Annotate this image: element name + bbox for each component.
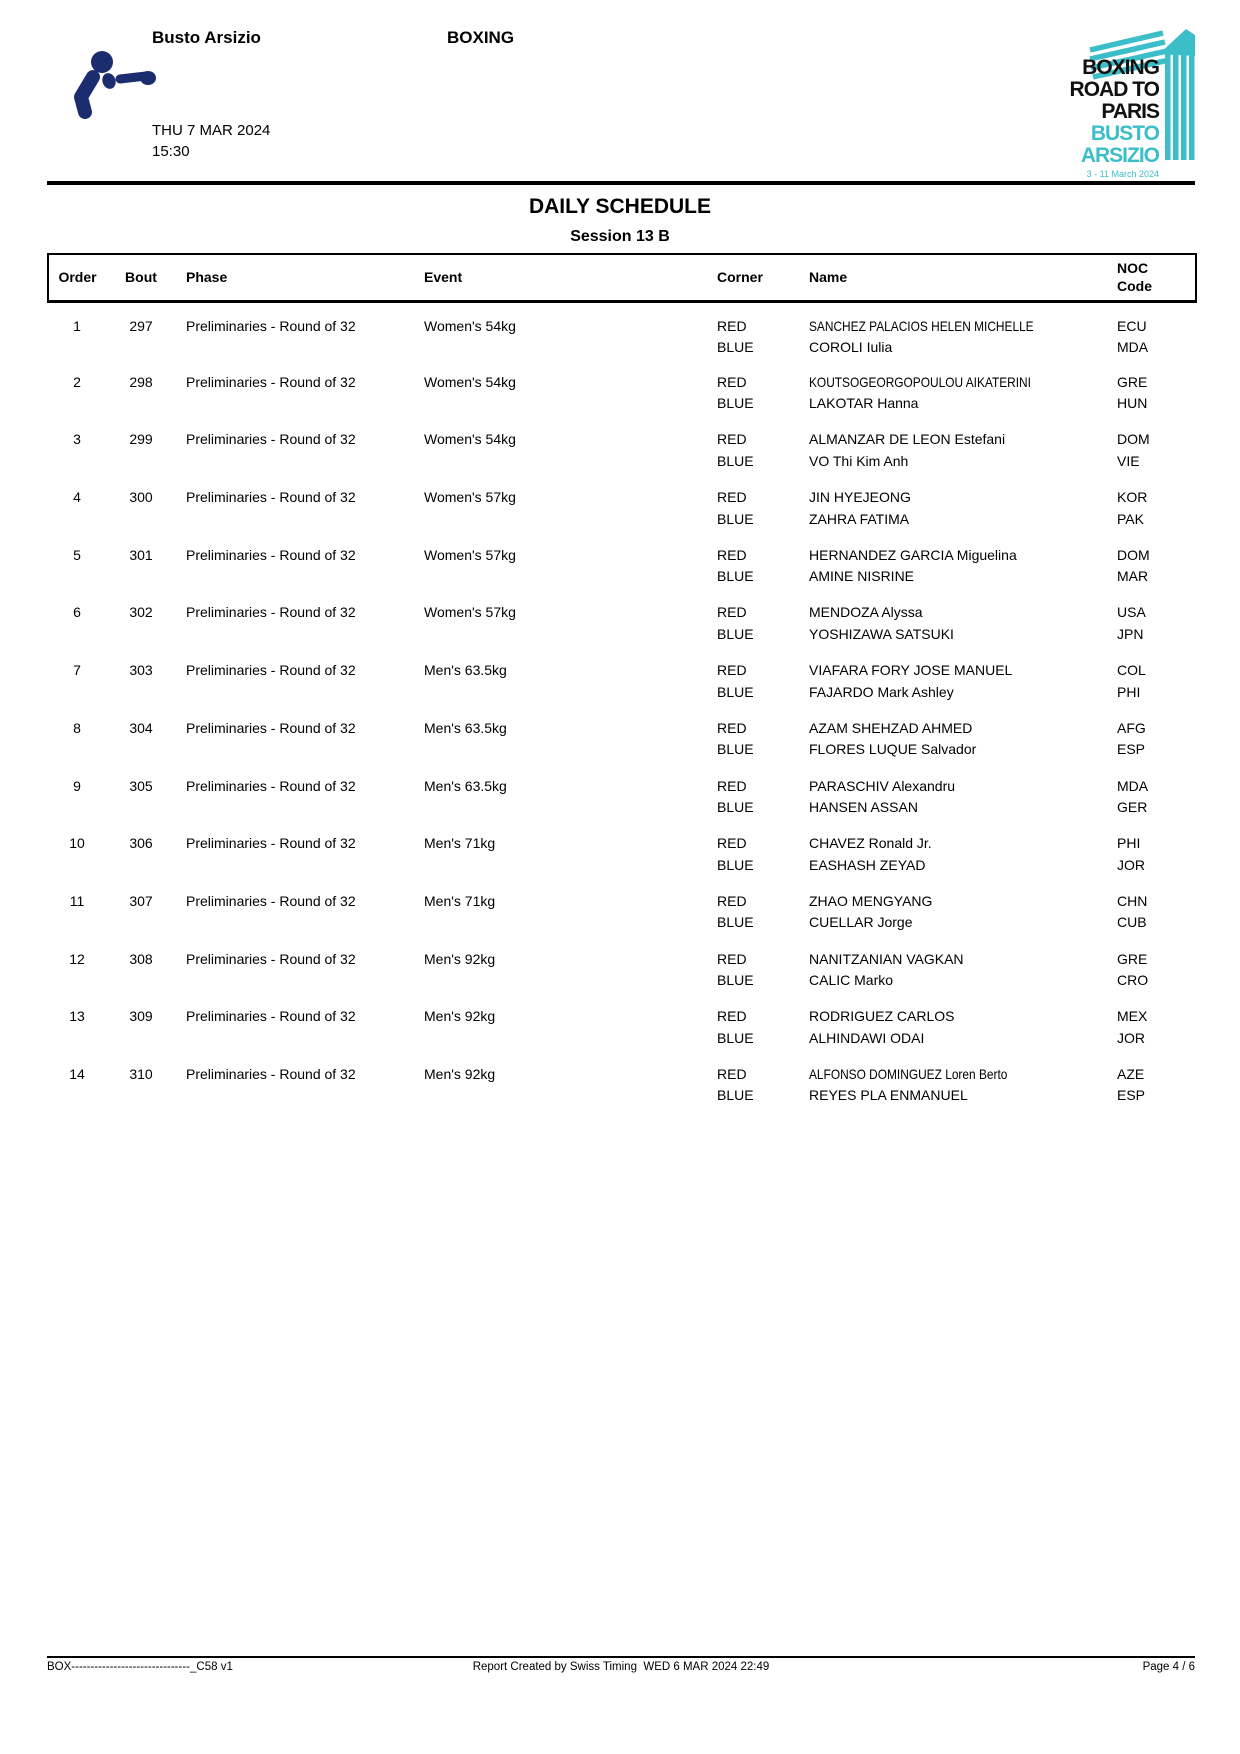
blue-noc-code: JPN [1117, 625, 1144, 642]
event-cell: Men's 71kg [424, 835, 496, 852]
red-corner-label: RED [717, 662, 747, 679]
logo-line-busto: BUSTO [1090, 122, 1159, 145]
red-boxer-name: PARASCHIV Alexandru [809, 777, 956, 794]
blue-noc-code: ESP [1117, 741, 1146, 758]
footer-rule [47, 1656, 1195, 1658]
red-corner-label: RED [717, 489, 747, 506]
order-cell: 11 [69, 892, 85, 909]
blue-noc-code: HUN [1117, 395, 1148, 412]
red-boxer-name: ALFONSO DOMINGUEZ Loren Berto [809, 1065, 1008, 1082]
order-cell: 6 [73, 604, 81, 621]
red-corner-label: RED [717, 892, 747, 909]
corner-cell [707, 820, 799, 878]
blue-boxer-name: FLORES LUQUE Salvador [809, 741, 977, 758]
table-row [48, 647, 1196, 705]
table-row [48, 936, 1196, 994]
red-noc-code: COL [1117, 662, 1146, 679]
bout-cell: 297 [129, 317, 153, 334]
blue-noc-code: MAR [1117, 568, 1149, 585]
blue-corner-label: BLUE [717, 972, 754, 989]
noc-cell [1107, 359, 1196, 417]
blue-boxer-name: CALIC Marko [809, 972, 894, 989]
col-name: Name [809, 269, 848, 286]
blue-corner-label: BLUE [717, 741, 754, 758]
blue-corner-label: BLUE [717, 1087, 754, 1104]
table-row [48, 532, 1196, 590]
noc-cell [1107, 532, 1196, 590]
red-noc-code: AFG [1117, 719, 1146, 736]
table-row [48, 589, 1196, 647]
order-cell: 4 [73, 489, 81, 506]
page-title: DAILY SCHEDULE [528, 195, 712, 218]
bout-cell: 302 [129, 604, 153, 621]
red-boxer-name: NANITZANIAN VAGKAN [809, 950, 964, 967]
name-cell [799, 416, 1107, 474]
session-date: THU 7 MAR 2024 [152, 122, 271, 139]
name-cell [799, 763, 1107, 821]
logo-text [1070, 57, 1159, 180]
blue-corner-label: BLUE [717, 339, 754, 355]
col-noc-line1: NOC [1117, 260, 1149, 277]
blue-noc-code: CRO [1117, 972, 1149, 989]
blue-noc-code: CUB [1117, 914, 1147, 931]
schedule-body [48, 301, 1196, 1109]
schedule-table [47, 253, 1197, 1109]
session-time: 15:30 [152, 143, 190, 160]
red-corner-label: RED [717, 1008, 747, 1025]
noc-cell [1107, 993, 1196, 1051]
sport-title: BOXING [447, 28, 515, 47]
name-cell [799, 1051, 1107, 1109]
blue-boxer-name: HANSEN ASSAN [809, 799, 918, 815]
red-boxer-name: KOUTSOGEORGOPOULOU AIKATERINI [809, 373, 1031, 390]
blue-noc-code: JOR [1117, 856, 1145, 873]
order-cell: 5 [73, 546, 81, 563]
event-cell: Women's 57kg [424, 604, 516, 621]
corner-cell [707, 359, 799, 417]
phase-cell: Preliminaries - Round of 32 [186, 546, 356, 563]
corner-cell [707, 647, 799, 705]
corner-cell [707, 705, 799, 763]
phase-cell: Preliminaries - Round of 32 [186, 662, 356, 679]
logo-line-arsizio: ARSIZIO [1080, 144, 1159, 167]
blue-corner-label: BLUE [717, 683, 754, 700]
blue-corner-label: BLUE [717, 799, 754, 815]
blue-noc-code: PAK [1117, 510, 1144, 527]
blue-boxer-name: COROLI Iulia [809, 339, 893, 355]
noc-cell [1107, 878, 1196, 936]
red-noc-code: AZE [1117, 1065, 1145, 1082]
red-boxer-name: HERNANDEZ GARCIA Miguelina [809, 546, 1017, 563]
red-noc-code: CHN [1117, 892, 1148, 909]
red-noc-code: DOM [1117, 546, 1150, 563]
red-boxer-name: AZAM SHEHZAD AHMED [809, 719, 973, 736]
blue-corner-label: BLUE [717, 1029, 754, 1046]
red-noc-code: MEX [1117, 1008, 1148, 1025]
event-cell: Men's 63.5kg [424, 662, 507, 679]
red-corner-label: RED [717, 1065, 747, 1082]
event-cell: Men's 63.5kg [424, 719, 507, 736]
blue-noc-code: VIE [1117, 452, 1140, 469]
boxing-pictogram-icon [60, 50, 156, 120]
corner-cell [707, 878, 799, 936]
order-cell: 9 [73, 777, 81, 794]
blue-corner-label: BLUE [717, 625, 754, 642]
name-cell [799, 647, 1107, 705]
blue-corner-label: BLUE [717, 395, 754, 412]
name-cell [799, 301, 1107, 359]
bout-cell: 301 [129, 546, 153, 563]
corner-cell [707, 763, 799, 821]
corner-cell [707, 993, 799, 1051]
name-cell [799, 474, 1107, 532]
bout-cell: 307 [129, 892, 153, 909]
name-cell [799, 820, 1107, 878]
corner-cell [707, 1051, 799, 1109]
table-row [48, 416, 1196, 474]
col-order: Order [58, 269, 97, 286]
red-boxer-name: ALMANZAR DE LEON Estefani [809, 431, 1006, 448]
event-cell: Women's 54kg [424, 431, 516, 448]
page-footer [47, 1661, 1195, 1673]
table-row [48, 763, 1196, 821]
event-cell: Women's 54kg [424, 317, 516, 334]
event-cell: Men's 92kg [424, 950, 496, 967]
venue-title: Busto Arsizio [152, 28, 261, 47]
noc-cell [1107, 589, 1196, 647]
table-row [48, 359, 1196, 417]
red-boxer-name: MENDOZA Alyssa [809, 604, 923, 621]
phase-cell: Preliminaries - Round of 32 [186, 431, 356, 448]
table-row [48, 705, 1196, 763]
bout-cell: 309 [129, 1008, 153, 1025]
red-boxer-name: VIAFARA FORY JOSE MANUEL [809, 662, 1013, 679]
red-noc-code: ECU [1117, 317, 1147, 334]
col-phase: Phase [186, 269, 228, 286]
event-cell: Men's 92kg [424, 1065, 496, 1082]
corner-cell [707, 532, 799, 590]
blue-boxer-name: VO Thi Kim Anh [809, 452, 909, 469]
phase-cell: Preliminaries - Round of 32 [186, 835, 356, 852]
noc-cell [1107, 301, 1196, 359]
phase-cell: Preliminaries - Round of 32 [186, 719, 356, 736]
order-cell: 7 [73, 662, 81, 679]
order-cell: 2 [73, 373, 81, 390]
event-cell: Women's 54kg [424, 373, 516, 390]
red-boxer-name: CHAVEZ Ronald Jr. [809, 835, 932, 852]
bout-cell: 299 [129, 431, 153, 448]
order-cell: 8 [73, 719, 81, 736]
logo-line-paris: PARIS [1101, 100, 1159, 123]
red-noc-code: PHI [1117, 835, 1141, 852]
blue-boxer-name: FAJARDO Mark Ashley [809, 683, 954, 700]
phase-cell: Preliminaries - Round of 32 [186, 489, 356, 506]
red-corner-label: RED [717, 431, 747, 448]
header-rule [47, 181, 1195, 185]
blue-boxer-name: CUELLAR Jorge [809, 914, 913, 931]
blue-corner-label: BLUE [717, 856, 754, 873]
red-noc-code: GRE [1117, 373, 1148, 390]
order-cell: 12 [69, 950, 85, 967]
red-corner-label: RED [717, 604, 747, 621]
red-boxer-name: RODRIGUEZ CARLOS [809, 1008, 955, 1025]
blue-boxer-name: ZAHRA FATIMA [809, 510, 910, 527]
col-corner: Corner [717, 269, 763, 286]
phase-cell: Preliminaries - Round of 32 [186, 373, 356, 390]
red-corner-label: RED [717, 835, 747, 852]
noc-cell [1107, 820, 1196, 878]
footer-page-number: Page 4 / 6 [1142, 1661, 1195, 1673]
table-row [48, 1051, 1196, 1109]
red-corner-label: RED [717, 719, 747, 736]
name-cell [799, 359, 1107, 417]
name-cell [799, 878, 1107, 936]
name-cell [799, 705, 1107, 763]
col-bout: Bout [125, 269, 157, 286]
name-cell [799, 589, 1107, 647]
table-row [48, 993, 1196, 1051]
blue-boxer-name: YOSHIZAWA SATSUKI [809, 625, 954, 642]
noc-cell [1107, 416, 1196, 474]
table-row [48, 301, 1196, 359]
blue-boxer-name: REYES PLA ENMANUEL [809, 1087, 968, 1104]
blue-corner-label: BLUE [717, 568, 754, 585]
footer-report-info: Report Created by Swiss Timing WED 6 MAR 2024 22:49 [472, 1661, 770, 1673]
blue-boxer-name: LAKOTAR Hanna [809, 395, 919, 412]
phase-cell: Preliminaries - Round of 32 [186, 777, 356, 794]
logo-line-boxing: BOXING [1082, 56, 1159, 79]
red-noc-code: GRE [1117, 950, 1148, 967]
corner-cell [707, 416, 799, 474]
red-noc-code: MDA [1117, 777, 1149, 794]
phase-cell: Preliminaries - Round of 32 [186, 950, 356, 967]
col-noc-line2: Code [1117, 278, 1152, 295]
bout-cell: 310 [129, 1065, 153, 1082]
session-subtitle: Session 13 B [570, 228, 670, 245]
table-row [48, 474, 1196, 532]
col-noc [1107, 254, 1196, 301]
noc-cell [1107, 705, 1196, 763]
bout-cell: 305 [129, 777, 153, 794]
noc-cell [1107, 936, 1196, 994]
phase-cell: Preliminaries - Round of 32 [186, 1065, 356, 1082]
phase-cell: Preliminaries - Round of 32 [186, 892, 356, 909]
col-event: Event [424, 269, 463, 286]
event-cell: Men's 63.5kg [424, 777, 507, 794]
event-logo [1043, 26, 1195, 178]
blue-boxer-name: ALHINDAWI ODAI [809, 1029, 925, 1046]
event-cell: Women's 57kg [424, 546, 516, 563]
event-cell: Men's 92kg [424, 1008, 496, 1025]
bout-cell: 306 [129, 835, 153, 852]
blue-boxer-name: EASHASH ZEYAD [809, 856, 926, 873]
phase-cell: Preliminaries - Round of 32 [186, 1008, 356, 1025]
red-corner-label: RED [717, 317, 747, 334]
corner-cell [707, 589, 799, 647]
order-cell: 14 [69, 1065, 85, 1082]
red-corner-label: RED [717, 777, 747, 794]
name-cell [799, 532, 1107, 590]
blue-noc-code: GER [1117, 799, 1148, 815]
order-cell: 1 [73, 317, 81, 334]
red-corner-label: RED [717, 546, 747, 563]
blue-noc-code: PHI [1117, 683, 1141, 700]
bout-cell: 300 [129, 489, 153, 506]
blue-corner-label: BLUE [717, 452, 754, 469]
name-cell [799, 993, 1107, 1051]
event-cell: Men's 71kg [424, 892, 496, 909]
red-noc-code: USA [1117, 604, 1146, 621]
red-boxer-name: JIN HYEJEONG [809, 489, 911, 506]
order-cell: 13 [69, 1008, 85, 1025]
event-cell: Women's 57kg [424, 489, 516, 506]
blue-corner-label: BLUE [717, 510, 754, 527]
corner-cell [707, 474, 799, 532]
blue-noc-code: MDA [1117, 339, 1149, 355]
noc-cell [1107, 763, 1196, 821]
red-noc-code: DOM [1117, 431, 1150, 448]
bout-cell: 304 [129, 719, 153, 736]
table-row [48, 878, 1196, 936]
blue-boxer-name: AMINE NISRINE [809, 568, 915, 585]
red-boxer-name: SANCHEZ PALACIOS HELEN MICHELLE [809, 317, 1034, 334]
red-corner-label: RED [717, 373, 747, 390]
header-row [48, 254, 1196, 301]
blue-noc-code: JOR [1117, 1029, 1145, 1046]
order-cell: 10 [69, 835, 85, 852]
red-noc-code: KOR [1117, 489, 1148, 506]
noc-cell [1107, 1051, 1196, 1109]
bout-cell: 298 [129, 373, 153, 390]
logo-line-roadto: ROAD TO [1069, 78, 1159, 101]
red-corner-label: RED [717, 950, 747, 967]
blue-noc-code: ESP [1117, 1087, 1146, 1104]
schedule-header [48, 254, 1196, 301]
noc-cell [1107, 647, 1196, 705]
name-cell [799, 936, 1107, 994]
bout-cell: 308 [129, 950, 153, 967]
phase-cell: Preliminaries - Round of 32 [186, 604, 356, 621]
corner-cell [707, 301, 799, 359]
table-row [48, 820, 1196, 878]
footer-doc-code: BOX-------------------------------_C58 v1 [47, 1661, 233, 1673]
corner-cell [707, 936, 799, 994]
blue-corner-label: BLUE [717, 914, 754, 931]
bout-cell: 303 [129, 662, 153, 679]
logo-date-range: 3 - 11 March 2024 [1086, 169, 1159, 179]
order-cell: 3 [73, 431, 81, 448]
noc-cell [1107, 474, 1196, 532]
red-boxer-name: ZHAO MENGYANG [809, 892, 933, 909]
phase-cell: Preliminaries - Round of 32 [186, 317, 356, 334]
